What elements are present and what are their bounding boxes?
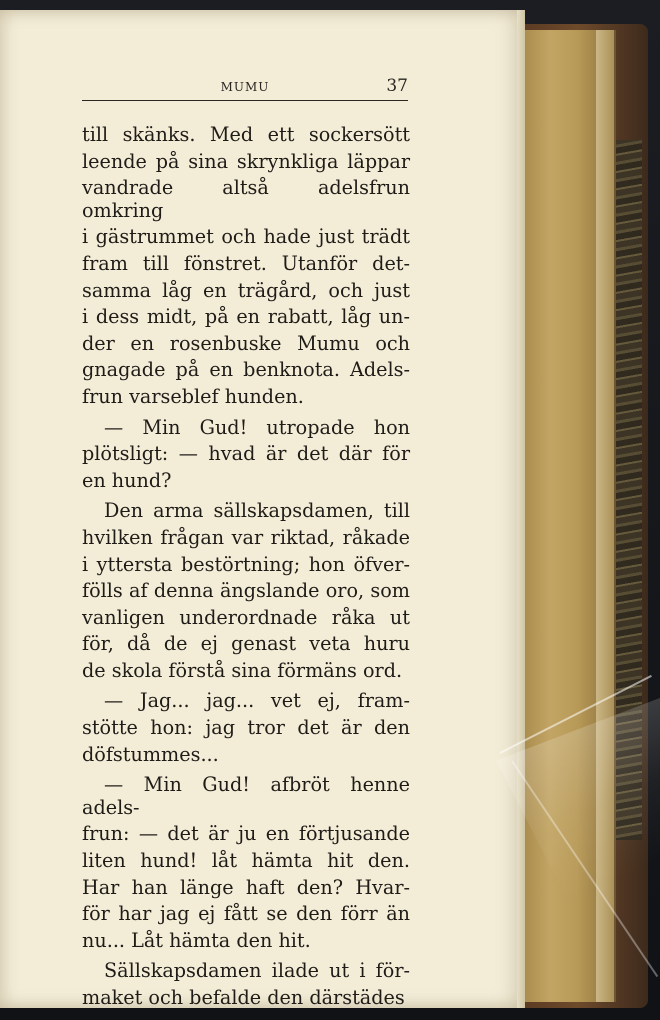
text-line: för, då de ej genast veta huru — [82, 632, 410, 656]
text-line: fölls af denna ängslande oro, som — [82, 579, 410, 603]
text-line: gnagade på en benknota. Adels- — [82, 358, 410, 382]
text-line: leende på sina skrynkliga läppar — [82, 149, 410, 173]
text-line: hvilken frågan var riktad, råkade — [82, 525, 410, 549]
page-body — [82, 124, 410, 1014]
text-line: för har jag ej fått se den förr än — [82, 902, 410, 926]
text-line: Den arma sällskapsdamen, till — [104, 499, 410, 523]
text-line: frun varseblef hunden. — [82, 384, 304, 408]
text-line: till skänks. Med ett sockersött — [82, 123, 410, 146]
text-line: plötsligt: — hvad är det där för — [82, 442, 410, 466]
text-line: der en rosenbuske Mumu och — [82, 331, 410, 355]
text-line: maket och befalde den därstädes — [82, 986, 405, 1009]
text-line: vanligen underordnade råka ut — [82, 605, 410, 629]
text-line: Sällskapsdamen ilade ut i för- — [104, 959, 410, 983]
text-line: de skola förstå sina förmäns ord. — [82, 658, 403, 682]
endpaper-edge — [596, 30, 614, 1002]
text-line: — Min Gud! utropade hon — [104, 415, 410, 439]
text-line: frun: — det är ju en förtjusande — [82, 822, 410, 846]
text-line: samma låg en trägård, och just — [82, 278, 410, 302]
page-edge — [517, 10, 525, 1008]
text-line: liten hund! låt hämta hit den. — [82, 849, 410, 873]
text-line: i gästrummet och hade just trädt — [82, 225, 410, 249]
page-number: 37 — [386, 76, 408, 96]
text-line: döfstummes... — [82, 742, 219, 766]
text-line: i dess midt, på en rabatt, låg un- — [82, 305, 410, 329]
text-line: — Min Gud! afbröt henne adels- — [82, 773, 410, 819]
running-title: MUMU — [220, 80, 270, 94]
text-line: i yttersta bestörtning; hon öfver- — [82, 552, 410, 576]
text-line: vandrade altså adelsfrun omkring — [82, 176, 410, 222]
text-line: Har han länge haft den? Hvar- — [82, 875, 410, 899]
text-line: — Jag... jag... vet ej, fram- — [104, 689, 410, 713]
text-line: nu... Låt hämta den hit. — [82, 928, 311, 952]
text-line: en hund? — [82, 468, 172, 492]
text-line: stötte hon: jag tror det är den — [82, 716, 410, 740]
running-header — [82, 76, 408, 101]
text-line: fram till fönstret. Utanför det- — [82, 251, 410, 275]
